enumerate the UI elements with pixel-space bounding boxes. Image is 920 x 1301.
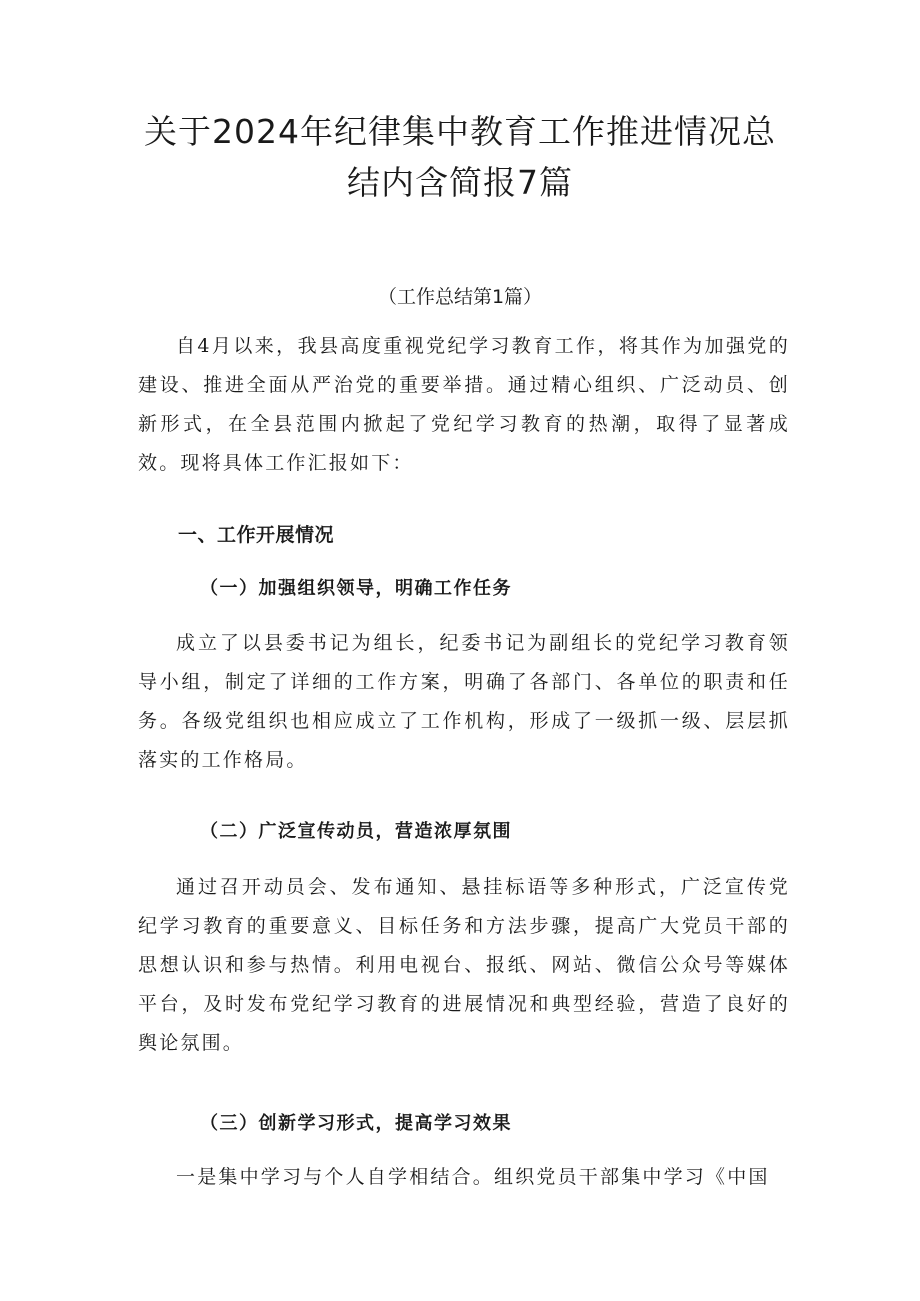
subheading-1: （一）加强组织领导，明确工作任务: [200, 578, 512, 599]
document-title-line-1: 关于2024年纪律集中教育工作推进情况总: [144, 112, 776, 151]
paragraph-1: 成立了以县委书记为组长，纪委书记为副组长的党纪学习教育领导小组，制定了详细的工作方案，明确了各部门、各单位的职责和任务。各级党组织也相应成立了工作机构，形成了一级抓一级、层层抓落实的工作格局。: [138, 632, 790, 771]
heading-work-progress: 一、工作开展情况: [178, 524, 335, 546]
intro-paragraph: 自4月以来，我县高度重视党纪学习教育工作，将其作为加强党的建设、推进全面从严治党的重要举措。通过精心组织、广泛动员、创新形式，在全县范围内掀起了党纪学习教育的热潮，取得了显著成效。现将具体工作汇报如下：: [138, 335, 790, 474]
paragraph-3: 一是集中学习与个人自学相结合。组织党员干部集中学习《中国: [176, 1166, 770, 1188]
subheading-2: （二）广泛宣传动员，营造浓厚氛围: [200, 821, 512, 842]
document-title-line-2: 结内含简报7篇: [347, 163, 573, 202]
section-label: （工作总结第1篇）: [377, 286, 543, 308]
paragraph-2: 通过召开动员会、发布通知、悬挂标语等多种形式，广泛宣传党纪学习教育的重要意义、目标任务和方法步骤，提高广大党员干部的思想认识和参与热情。利用电视台、报纸、网站、微信公众号等媒体平台，及时发布党纪学习教育的进展情况和典型经验，营造了良好的舆论氛围。: [138, 876, 790, 1054]
subheading-3: （三）创新学习形式，提高学习效果: [200, 1113, 512, 1134]
